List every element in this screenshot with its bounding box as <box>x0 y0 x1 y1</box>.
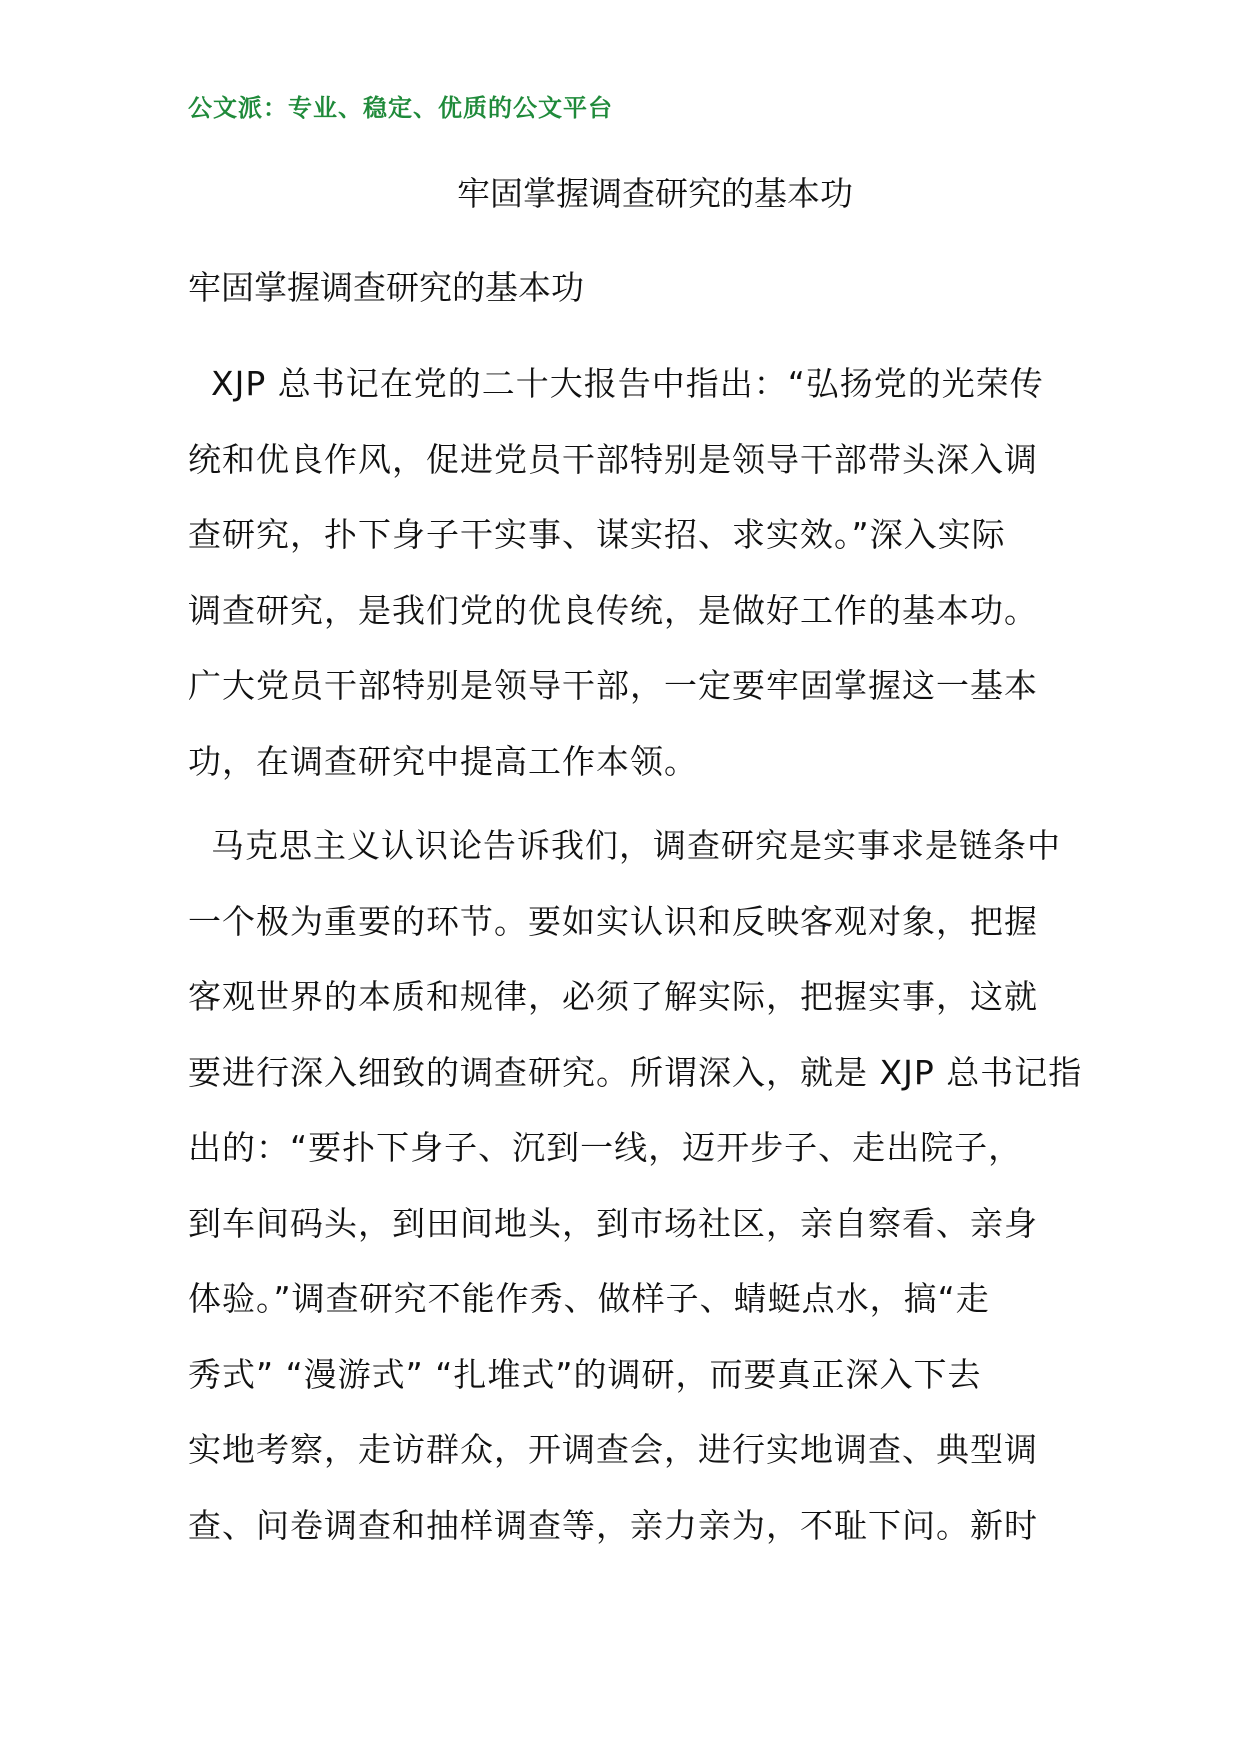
paragraph-line: 要进行深入细致的调查研究。所谓深入，就是 XJP 总书记指 <box>188 1052 1083 1092</box>
document-title: 牢固掌握调查研究的基本功 <box>457 174 853 213</box>
paragraph-line: 一个极为重要的环节。要如实认识和反映客观对象，把握 <box>188 901 1038 941</box>
paragraph-1 <box>188 346 1058 799</box>
paragraph-line: 功，在调查研究中提高工作本领。 <box>188 741 698 781</box>
paragraph-line: 统和优良作风，促进党员干部特别是领导干部带头深入调 <box>188 439 1038 479</box>
paragraph-line: 客观世界的本质和规律，必须了解实际，把握实事，这就 <box>188 977 1038 1016</box>
paragraph-line: 查研究，扑下身子干实事、谋实招、求实效。”深入实际 <box>188 515 1006 554</box>
header-brand-text: 公文派：专业、稳定、优质的公文平台 <box>188 94 613 122</box>
paragraph-line: 秀式” “漫游式” “扎堆式”的调研，而要真正深入下去 <box>188 1354 982 1394</box>
paragraph-line: 实地考察，走访群众，开调查会，进行实地调查、典型调 <box>188 1430 1038 1469</box>
paragraph-line: XJP 总书记在党的二十大报告中指出：“弘扬党的光荣传 <box>188 364 1044 403</box>
paragraph-line: 体验。”调查研究不能作秀、做样子、蜻蜓点水，搞“走 <box>188 1279 990 1318</box>
paragraph-line: 查、问卷调查和抽样调查等，亲力亲为，不耻下问。新时 <box>188 1505 1038 1545</box>
paragraph-line: 马克思主义认识论告诉我们，调查研究是实事求是链条中 <box>188 826 1061 865</box>
paragraph-line: 调查研究，是我们党的优良传统，是做好工作的基本功。 <box>188 590 1038 630</box>
paragraph-line: 出的：“要扑下身子、沉到一线，迈开步子、走出院子， <box>188 1128 1023 1167</box>
paragraph-line: 广大党员干部特别是领导干部，一定要牢固掌握这一基本 <box>188 666 1038 705</box>
document-subtitle: 牢固掌握调查研究的基本功 <box>188 268 584 307</box>
paragraph-2 <box>188 808 1083 1563</box>
paragraph-line: 到车间码头，到田间地头，到市场社区，亲自察看、亲身 <box>188 1203 1038 1243</box>
